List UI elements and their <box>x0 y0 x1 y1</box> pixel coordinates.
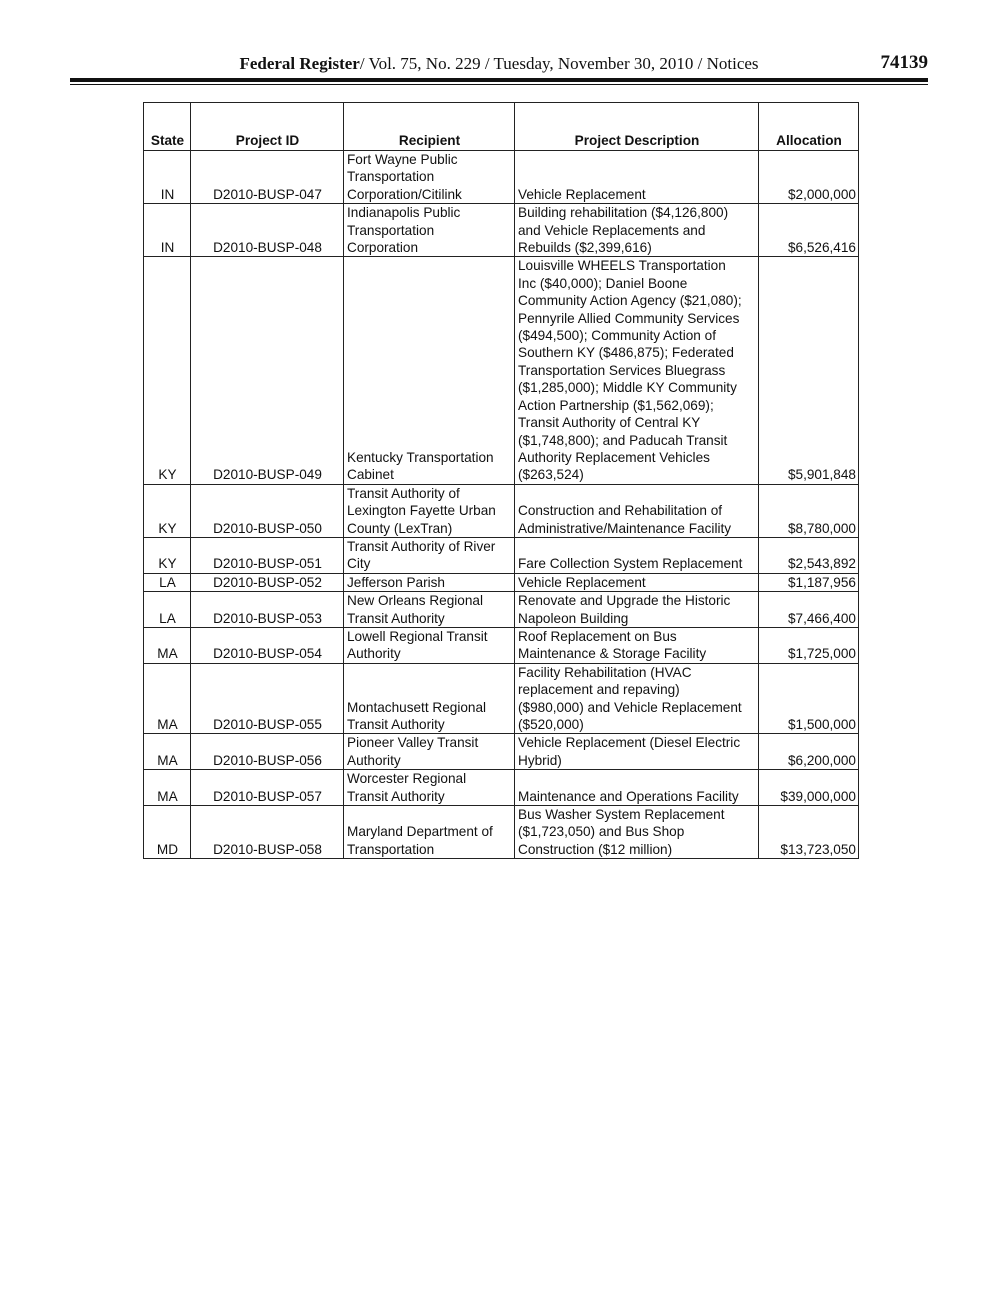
project-description-cell: Vehicle Replacement (Diesel Electric Hybrid) <box>515 734 759 770</box>
project-id-cell: D2010-BUSP-052 <box>191 573 344 591</box>
recipient-cell: Lowell Regional Transit Authority <box>344 627 515 663</box>
project-id-cell: D2010-BUSP-049 <box>191 257 344 484</box>
state-cell: MA <box>144 770 191 806</box>
recipient-cell: Indianapolis Public Transportation Corporation <box>344 204 515 257</box>
state-cell: MA <box>144 734 191 770</box>
table-row <box>144 151 859 204</box>
table-row <box>144 573 859 591</box>
header-citation <box>70 54 928 74</box>
project-id-cell: D2010-BUSP-047 <box>191 151 344 204</box>
table-row <box>144 257 859 484</box>
project-id-cell: D2010-BUSP-058 <box>191 806 344 859</box>
table-row <box>144 627 859 663</box>
project-id-cell: D2010-BUSP-054 <box>191 627 344 663</box>
state-cell: KY <box>144 537 191 573</box>
recipient-cell: Worcester Regional Transit Authority <box>344 770 515 806</box>
allocation-cell: $5,901,848 <box>759 257 859 484</box>
table-row <box>144 204 859 257</box>
allocation-cell: $39,000,000 <box>759 770 859 806</box>
state-cell: MA <box>144 663 191 734</box>
project-id-cell: D2010-BUSP-051 <box>191 537 344 573</box>
recipient-cell: New Orleans Regional Transit Authority <box>344 592 515 628</box>
project-description-cell: Fare Collection System Replacement <box>515 537 759 573</box>
page-number: 74139 <box>880 52 928 73</box>
project-id-cell: D2010-BUSP-056 <box>191 734 344 770</box>
allocation-cell: $1,725,000 <box>759 627 859 663</box>
project-id-cell: D2010-BUSP-050 <box>191 484 344 537</box>
project-description-cell: Louisville WHEELS Transportation Inc ($40,000); Daniel Boone Community Action Agency ($21,080); Pennyrile Allied Community Services ($494,500); Community Action of Southern KY ($486,875); Federated Transportation Services Bluegrass ($1,285,000); Middle KY Community Action Partnership ($1,562,069); Transit Authority of Central KY ($1,748,800); and Paducah Transit Authority Replacement Vehicles ($263,524) <box>515 257 759 484</box>
recipient-cell: Jefferson Parish <box>344 573 515 591</box>
column-header-allocation: Allocation <box>759 103 859 151</box>
allocation-cell: $2,000,000 <box>759 151 859 204</box>
recipient-cell: Pioneer Valley Transit Authority <box>344 734 515 770</box>
recipient-cell: Transit Authority of River City <box>344 537 515 573</box>
column-header-state: State <box>144 103 191 151</box>
allocation-cell: $1,500,000 <box>759 663 859 734</box>
state-cell: KY <box>144 484 191 537</box>
column-header-recipient: Recipient <box>344 103 515 151</box>
project-id-cell: D2010-BUSP-055 <box>191 663 344 734</box>
project-description-cell: Building rehabilitation ($4,126,800) and Vehicle Replacements and Rebuilds ($2,399,616) <box>515 204 759 257</box>
project-description-cell: Vehicle Replacement <box>515 573 759 591</box>
recipient-cell: Fort Wayne Public Transportation Corporation/Citilink <box>344 151 515 204</box>
table-row <box>144 663 859 734</box>
table-row <box>144 484 859 537</box>
state-cell: KY <box>144 257 191 484</box>
project-description-cell: Construction and Rehabilitation of Administrative/Maintenance Facility <box>515 484 759 537</box>
recipient-cell: Kentucky Transportation Cabinet <box>344 257 515 484</box>
column-header-project-id: Project ID <box>191 103 344 151</box>
publication-details: / Vol. 75, No. 229 / Tuesday, November 30, 2010 / Notices <box>359 54 759 73</box>
allocation-cell: $13,723,050 <box>759 806 859 859</box>
publication-name: Federal Register <box>239 54 360 73</box>
header-row <box>144 103 859 151</box>
header-rule-thin <box>70 84 928 85</box>
state-cell: IN <box>144 204 191 257</box>
table-row <box>144 734 859 770</box>
table-row <box>144 806 859 859</box>
allocation-table <box>143 102 859 859</box>
allocation-cell: $2,543,892 <box>759 537 859 573</box>
project-description-cell: Facility Rehabilitation (HVAC replacement and repaving) ($980,000) and Vehicle Replacement ($520,000) <box>515 663 759 734</box>
project-id-cell: D2010-BUSP-057 <box>191 770 344 806</box>
project-description-cell: Vehicle Replacement <box>515 151 759 204</box>
allocation-cell: $1,187,956 <box>759 573 859 591</box>
allocation-cell: $8,780,000 <box>759 484 859 537</box>
project-description-cell: Maintenance and Operations Facility <box>515 770 759 806</box>
header-rule-thick <box>70 78 928 82</box>
recipient-cell: Montachusett Regional Transit Authority <box>344 663 515 734</box>
state-cell: MD <box>144 806 191 859</box>
recipient-cell: Maryland Department of Transportation <box>344 806 515 859</box>
state-cell: IN <box>144 151 191 204</box>
table-row <box>144 770 859 806</box>
project-id-cell: D2010-BUSP-053 <box>191 592 344 628</box>
page-header <box>70 52 928 78</box>
state-cell: MA <box>144 627 191 663</box>
project-description-cell: Renovate and Upgrade the Historic Napoleon Building <box>515 592 759 628</box>
project-description-cell: Roof Replacement on Bus Maintenance & Storage Facility <box>515 627 759 663</box>
table-header <box>144 103 859 151</box>
allocation-cell: $6,200,000 <box>759 734 859 770</box>
state-cell: LA <box>144 592 191 628</box>
allocation-cell: $7,466,400 <box>759 592 859 628</box>
column-header-project-description: Project Description <box>515 103 759 151</box>
table-row <box>144 592 859 628</box>
state-cell: LA <box>144 573 191 591</box>
table-body <box>144 151 859 859</box>
project-id-cell: D2010-BUSP-048 <box>191 204 344 257</box>
project-description-cell: Bus Washer System Replacement ($1,723,050) and Bus Shop Construction ($12 million) <box>515 806 759 859</box>
table-row <box>144 537 859 573</box>
allocation-cell: $6,526,416 <box>759 204 859 257</box>
recipient-cell: Transit Authority of Lexington Fayette Urban County (LexTran) <box>344 484 515 537</box>
